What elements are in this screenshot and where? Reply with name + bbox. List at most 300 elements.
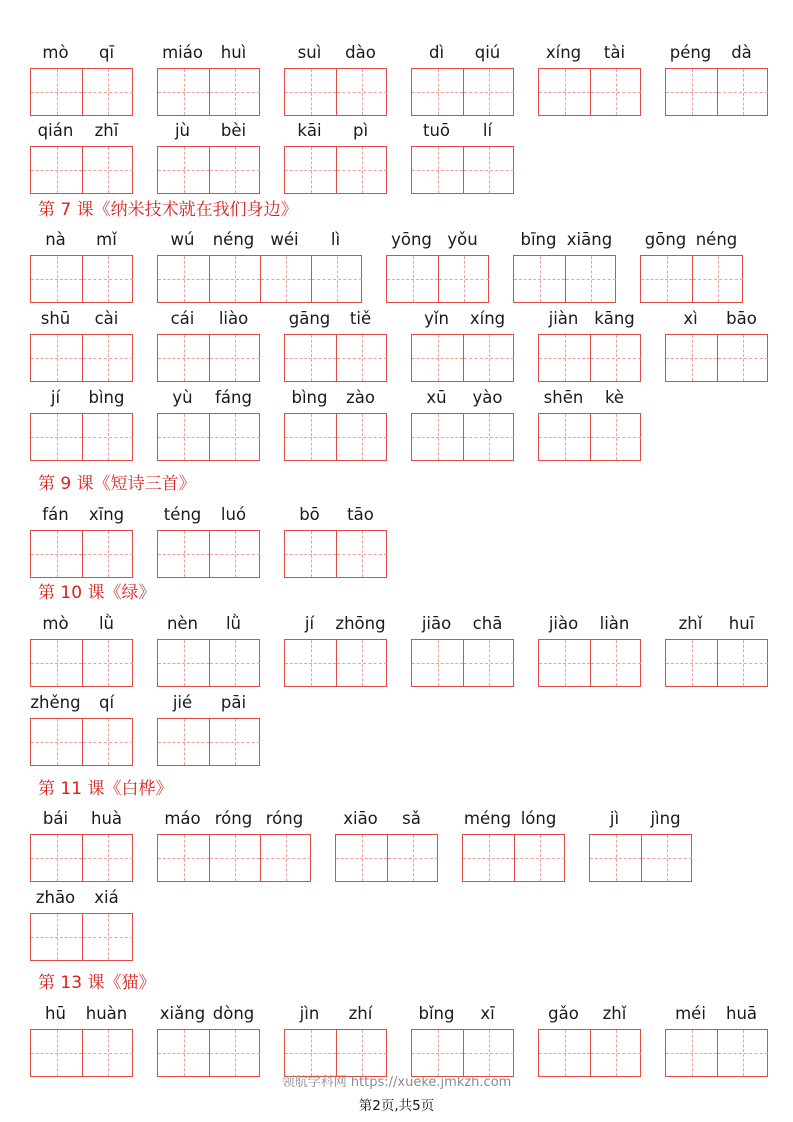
writing-grid[interactable]	[411, 1029, 514, 1077]
character-box[interactable]	[412, 1030, 463, 1076]
guide-line-vertical	[235, 835, 236, 881]
writing-grid[interactable]	[284, 334, 387, 382]
guide-line-vertical	[743, 640, 744, 686]
character-box[interactable]	[158, 1030, 209, 1076]
writing-grid[interactable]	[284, 639, 387, 687]
writing-grid[interactable]	[386, 255, 489, 303]
guide-line-vertical	[57, 835, 58, 881]
writing-grid[interactable]	[538, 334, 641, 382]
guide-line-vertical	[57, 531, 58, 577]
pinyin-syllable: gǎo	[548, 1004, 579, 1023]
pinyin-syllable: huī	[728, 614, 755, 633]
character-box[interactable]	[82, 147, 133, 193]
guide-line-vertical	[413, 256, 414, 302]
guide-line-vertical	[718, 256, 719, 302]
guide-line-vertical	[108, 335, 109, 381]
writing-grid[interactable]	[157, 718, 260, 766]
character-box[interactable]	[82, 719, 133, 765]
character-box[interactable]	[209, 147, 260, 193]
character-box[interactable]	[260, 835, 311, 881]
writing-grid[interactable]	[411, 146, 514, 194]
character-box[interactable]	[158, 531, 209, 577]
character-box[interactable]	[539, 69, 590, 115]
character-box[interactable]	[31, 719, 82, 765]
writing-grid[interactable]	[513, 255, 616, 303]
pinyin-syllable: cài	[94, 309, 119, 328]
pinyin-syllable: cái	[170, 309, 195, 328]
writing-grid[interactable]	[157, 255, 362, 303]
character-box[interactable]	[158, 414, 209, 460]
guide-line-vertical	[438, 640, 439, 686]
pinyin-syllable: dào	[345, 43, 376, 62]
pinyin-syllable: máo	[164, 809, 201, 828]
pinyin-syllable: téng	[163, 505, 202, 524]
writing-grid[interactable]	[538, 639, 641, 687]
lesson-title: 第 10 课《绿》	[38, 583, 156, 603]
character-box[interactable]	[209, 335, 260, 381]
guide-line-vertical	[362, 835, 363, 881]
character-box[interactable]	[336, 335, 387, 381]
pinyin-syllable: xīng	[88, 505, 125, 524]
character-box[interactable]	[590, 69, 641, 115]
character-box[interactable]	[666, 1030, 717, 1076]
guide-line-vertical	[692, 335, 693, 381]
character-box[interactable]	[158, 640, 209, 686]
guide-line-vertical	[362, 147, 363, 193]
pinyin-syllable: jié	[172, 693, 193, 712]
pinyin-syllable: jí	[304, 614, 315, 633]
character-box[interactable]	[463, 335, 514, 381]
character-box[interactable]	[514, 256, 565, 302]
pinyin-syllable: qiú	[474, 43, 501, 62]
guide-line-vertical	[235, 147, 236, 193]
guide-line-vertical	[413, 835, 414, 881]
character-box[interactable]	[31, 335, 82, 381]
pinyin-syllable: péng	[669, 43, 712, 62]
guide-line-vertical	[184, 531, 185, 577]
character-box[interactable]	[285, 1030, 336, 1076]
guide-line-vertical	[311, 531, 312, 577]
writing-grid[interactable]	[538, 1029, 641, 1077]
character-box[interactable]	[336, 835, 387, 881]
pinyin-syllable: xíng	[545, 43, 582, 62]
guide-line-vertical	[489, 147, 490, 193]
character-box[interactable]	[82, 640, 133, 686]
pinyin-syllable: zhěng	[30, 693, 81, 712]
guide-line-vertical	[362, 531, 363, 577]
character-box[interactable]	[82, 1030, 133, 1076]
writing-grid[interactable]	[284, 146, 387, 194]
pinyin-syllable: jìng	[650, 809, 681, 828]
pinyin-syllable: kāi	[297, 121, 322, 140]
character-box[interactable]	[514, 835, 565, 881]
writing-grid[interactable]	[665, 1029, 768, 1077]
pinyin-syllable: huàn	[85, 1004, 128, 1023]
writing-grid[interactable]	[157, 413, 260, 461]
guide-line-vertical	[184, 1030, 185, 1076]
writing-grid[interactable]	[538, 413, 641, 461]
pinyin-syllable: sǎ	[402, 809, 421, 828]
writing-grid[interactable]	[30, 68, 133, 116]
guide-line-vertical	[489, 1030, 490, 1076]
guide-line-vertical	[235, 719, 236, 765]
writing-grid[interactable]	[589, 834, 692, 882]
pinyin-syllable: méng	[463, 809, 512, 828]
guide-line-vertical	[667, 835, 668, 881]
guide-line-vertical	[438, 414, 439, 460]
writing-grid[interactable]	[30, 530, 133, 578]
character-box[interactable]	[31, 414, 82, 460]
character-box[interactable]	[539, 414, 590, 460]
character-box[interactable]	[412, 414, 463, 460]
character-box[interactable]	[209, 414, 260, 460]
writing-grid[interactable]	[30, 413, 133, 461]
character-box[interactable]	[158, 256, 209, 302]
character-box[interactable]	[387, 256, 438, 302]
writing-grid[interactable]	[30, 913, 133, 961]
writing-grid[interactable]	[30, 718, 133, 766]
pinyin-syllable: xíng	[469, 309, 506, 328]
guide-line-vertical	[108, 914, 109, 960]
pinyin-syllable: pāi	[220, 693, 247, 712]
guide-line-vertical	[57, 914, 58, 960]
character-box[interactable]	[463, 835, 514, 881]
pinyin-syllable: qī	[98, 43, 115, 62]
character-box[interactable]	[590, 835, 641, 881]
character-box[interactable]	[641, 835, 692, 881]
pinyin-syllable: jí	[50, 388, 61, 407]
guide-line-vertical	[362, 69, 363, 115]
pinyin-syllable: tāo	[347, 505, 374, 524]
character-box[interactable]	[412, 640, 463, 686]
character-box[interactable]	[336, 531, 387, 577]
character-box[interactable]	[82, 835, 133, 881]
guide-line-vertical	[108, 414, 109, 460]
character-box[interactable]	[82, 335, 133, 381]
pinyin-syllable: dì	[428, 43, 445, 62]
writing-grid[interactable]	[640, 255, 743, 303]
character-box[interactable]	[717, 69, 768, 115]
character-box[interactable]	[590, 414, 641, 460]
character-box[interactable]	[209, 719, 260, 765]
writing-grid[interactable]	[157, 639, 260, 687]
pinyin-syllable: bīng	[520, 230, 557, 249]
character-box[interactable]	[412, 335, 463, 381]
character-box[interactable]	[82, 531, 133, 577]
character-box[interactable]	[31, 914, 82, 960]
guide-line-vertical	[616, 640, 617, 686]
character-box[interactable]	[666, 69, 717, 115]
character-box[interactable]	[209, 835, 260, 881]
character-box[interactable]	[31, 835, 82, 881]
character-box[interactable]	[158, 69, 209, 115]
character-box[interactable]	[209, 69, 260, 115]
guide-line-vertical	[311, 335, 312, 381]
character-box[interactable]	[463, 1030, 514, 1076]
pinyin-syllable: huì	[220, 43, 247, 62]
writing-grid[interactable]	[284, 530, 387, 578]
writing-grid[interactable]	[538, 68, 641, 116]
guide-line-vertical	[616, 69, 617, 115]
character-box[interactable]	[285, 335, 336, 381]
pinyin-syllable: róng	[214, 809, 253, 828]
guide-line-vertical	[311, 1030, 312, 1076]
character-box[interactable]	[539, 335, 590, 381]
character-box[interactable]	[336, 640, 387, 686]
guide-line-vertical	[108, 69, 109, 115]
character-box[interactable]	[285, 640, 336, 686]
guide-line-vertical	[540, 835, 541, 881]
guide-line-vertical	[108, 531, 109, 577]
character-box[interactable]	[285, 531, 336, 577]
guide-line-vertical	[540, 256, 541, 302]
guide-line-vertical	[57, 719, 58, 765]
character-box[interactable]	[158, 719, 209, 765]
pinyin-syllable: xiāo	[343, 809, 378, 828]
character-box[interactable]	[717, 335, 768, 381]
character-box[interactable]	[666, 335, 717, 381]
writing-grid[interactable]	[157, 146, 260, 194]
character-box[interactable]	[590, 335, 641, 381]
character-box[interactable]	[336, 147, 387, 193]
guide-line-vertical	[591, 256, 592, 302]
character-box[interactable]	[158, 335, 209, 381]
writing-grid[interactable]	[30, 255, 133, 303]
writing-grid[interactable]	[157, 834, 311, 882]
character-box[interactable]	[209, 1030, 260, 1076]
guide-line-vertical	[362, 640, 363, 686]
character-box[interactable]	[285, 69, 336, 115]
guide-line-vertical	[438, 335, 439, 381]
character-box[interactable]	[412, 147, 463, 193]
writing-grid[interactable]	[665, 334, 768, 382]
writing-grid[interactable]	[335, 834, 438, 882]
guide-line-vertical	[311, 147, 312, 193]
character-box[interactable]	[31, 147, 82, 193]
character-box[interactable]	[260, 256, 311, 302]
character-box[interactable]	[666, 640, 717, 686]
character-box[interactable]	[82, 256, 133, 302]
guide-line-vertical	[489, 640, 490, 686]
character-box[interactable]	[641, 256, 692, 302]
writing-grid[interactable]	[157, 530, 260, 578]
pinyin-syllable: dà	[731, 43, 752, 62]
guide-line-vertical	[616, 1030, 617, 1076]
pinyin-syllable: zhí	[348, 1004, 373, 1023]
guide-line-vertical	[311, 640, 312, 686]
pinyin-syllable: bèi	[220, 121, 247, 140]
guide-line-vertical	[743, 335, 744, 381]
pinyin-syllable: kè	[604, 388, 625, 407]
character-box[interactable]	[717, 640, 768, 686]
guide-line-vertical	[235, 531, 236, 577]
guide-line-vertical	[565, 414, 566, 460]
guide-line-vertical	[57, 147, 58, 193]
character-box[interactable]	[463, 69, 514, 115]
writing-grid[interactable]	[411, 639, 514, 687]
character-box[interactable]	[158, 147, 209, 193]
guide-line-vertical	[616, 835, 617, 881]
writing-grid[interactable]	[157, 1029, 260, 1077]
pinyin-syllable: tài	[603, 43, 626, 62]
pinyin-syllable: mò	[42, 614, 69, 633]
guide-line-vertical	[743, 1030, 744, 1076]
pinyin-syllable: zhǐ	[678, 614, 703, 633]
pinyin-syllable: wú	[170, 230, 195, 249]
pinyin-syllable: zhāo	[35, 888, 76, 907]
character-box[interactable]	[31, 1030, 82, 1076]
pinyin-syllable: bìng	[291, 388, 328, 407]
guide-line-vertical	[438, 69, 439, 115]
guide-line-vertical	[286, 256, 287, 302]
guide-line-vertical	[57, 1030, 58, 1076]
guide-line-vertical	[362, 1030, 363, 1076]
guide-line-vertical	[184, 835, 185, 881]
guide-line-vertical	[108, 719, 109, 765]
character-box[interactable]	[590, 640, 641, 686]
guide-line-vertical	[184, 414, 185, 460]
writing-grid[interactable]	[30, 334, 133, 382]
pinyin-syllable: méi	[675, 1004, 706, 1023]
writing-grid[interactable]	[284, 68, 387, 116]
character-box[interactable]	[387, 835, 438, 881]
guide-line-vertical	[616, 414, 617, 460]
guide-line-vertical	[184, 147, 185, 193]
pinyin-syllable: jiàn	[548, 309, 579, 328]
character-box[interactable]	[31, 69, 82, 115]
lesson-title: 第 13 课《猫》	[38, 973, 156, 993]
character-box[interactable]	[717, 1030, 768, 1076]
writing-grid[interactable]	[411, 413, 514, 461]
pinyin-syllable: xū	[426, 388, 447, 407]
character-box[interactable]	[412, 69, 463, 115]
guide-line-vertical	[235, 1030, 236, 1076]
pinyin-syllable: xī	[480, 1004, 495, 1023]
pinyin-syllable: jù	[174, 121, 191, 140]
lesson-title: 第 9 课《短诗三首》	[38, 474, 196, 494]
character-box[interactable]	[311, 256, 362, 302]
character-box[interactable]	[209, 256, 260, 302]
character-box[interactable]	[31, 640, 82, 686]
pinyin-syllable: bǐng	[418, 1004, 455, 1023]
character-box[interactable]	[463, 147, 514, 193]
writing-grid[interactable]	[665, 639, 768, 687]
pinyin-syllable: néng	[212, 230, 255, 249]
guide-line-vertical	[565, 69, 566, 115]
character-box[interactable]	[539, 640, 590, 686]
character-box[interactable]	[438, 256, 489, 302]
character-box[interactable]	[285, 414, 336, 460]
writing-grid[interactable]	[157, 68, 260, 116]
character-box[interactable]	[336, 414, 387, 460]
pinyin-syllable: luó	[220, 505, 247, 524]
writing-grid[interactable]	[411, 334, 514, 382]
pinyin-syllable: yōng	[391, 230, 432, 249]
guide-line-vertical	[692, 640, 693, 686]
page-number: 第2页,共5页	[358, 1098, 435, 1114]
writing-grid[interactable]	[30, 146, 133, 194]
character-box[interactable]	[209, 531, 260, 577]
writing-grid[interactable]	[30, 1029, 133, 1077]
guide-line-vertical	[108, 1030, 109, 1076]
pinyin-syllable: nèn	[166, 614, 199, 633]
guide-line-vertical	[438, 147, 439, 193]
character-box[interactable]	[31, 256, 82, 302]
pinyin-syllable: tuō	[422, 121, 451, 140]
writing-grid[interactable]	[462, 834, 565, 882]
guide-line-vertical	[565, 335, 566, 381]
guide-line-vertical	[286, 835, 287, 881]
character-box[interactable]	[463, 640, 514, 686]
writing-grid[interactable]	[157, 334, 260, 382]
guide-line-vertical	[616, 335, 617, 381]
writing-grid[interactable]	[665, 68, 768, 116]
guide-line-vertical	[489, 335, 490, 381]
character-box[interactable]	[463, 414, 514, 460]
character-box[interactable]	[565, 256, 616, 302]
pinyin-syllable: xì	[683, 309, 698, 328]
character-box[interactable]	[285, 147, 336, 193]
guide-line-vertical	[184, 256, 185, 302]
character-box[interactable]	[336, 69, 387, 115]
character-box[interactable]	[82, 914, 133, 960]
writing-grid[interactable]	[284, 413, 387, 461]
pinyin-syllable: zhǐ	[602, 1004, 627, 1023]
character-box[interactable]	[31, 531, 82, 577]
pinyin-syllable: róng	[265, 809, 304, 828]
character-box[interactable]	[590, 1030, 641, 1076]
character-box[interactable]	[158, 835, 209, 881]
guide-line-vertical	[235, 335, 236, 381]
guide-line-vertical	[235, 69, 236, 115]
character-box[interactable]	[539, 1030, 590, 1076]
character-box[interactable]	[336, 1030, 387, 1076]
writing-grid[interactable]	[30, 639, 133, 687]
pinyin-syllable: bìng	[88, 388, 125, 407]
guide-line-vertical	[57, 335, 58, 381]
guide-line-vertical	[108, 256, 109, 302]
pinyin-syllable: gōng	[644, 230, 687, 249]
guide-line-vertical	[311, 414, 312, 460]
pinyin-syllable: kāng	[594, 309, 635, 328]
character-box[interactable]	[692, 256, 743, 302]
pinyin-syllable: bāo	[726, 309, 757, 328]
guide-line-vertical	[235, 640, 236, 686]
guide-line-vertical	[489, 835, 490, 881]
guide-line-vertical	[235, 256, 236, 302]
pinyin-syllable: qián	[37, 121, 74, 140]
pinyin-syllable: jiāo	[421, 614, 452, 633]
pinyin-syllable: zào	[346, 388, 375, 407]
writing-grid[interactable]	[411, 68, 514, 116]
pinyin-syllable: yǒu	[447, 230, 478, 249]
pinyin-syllable: xiāng	[566, 230, 613, 249]
pinyin-syllable: pì	[352, 121, 369, 140]
pinyin-syllable: fán	[42, 505, 69, 524]
pinyin-syllable: chā	[472, 614, 503, 633]
pinyin-syllable: néng	[695, 230, 738, 249]
guide-line-vertical	[108, 147, 109, 193]
writing-grid[interactable]	[284, 1029, 387, 1077]
writing-grid[interactable]	[30, 834, 133, 882]
guide-line-vertical	[692, 69, 693, 115]
pinyin-syllable: liàn	[599, 614, 630, 633]
footer-watermark: 领航学科网 https://xueke.jmkzh.com	[281, 1075, 512, 1090]
pinyin-syllable: jìn	[299, 1004, 320, 1023]
character-box[interactable]	[82, 69, 133, 115]
character-box[interactable]	[209, 640, 260, 686]
character-box[interactable]	[82, 414, 133, 460]
